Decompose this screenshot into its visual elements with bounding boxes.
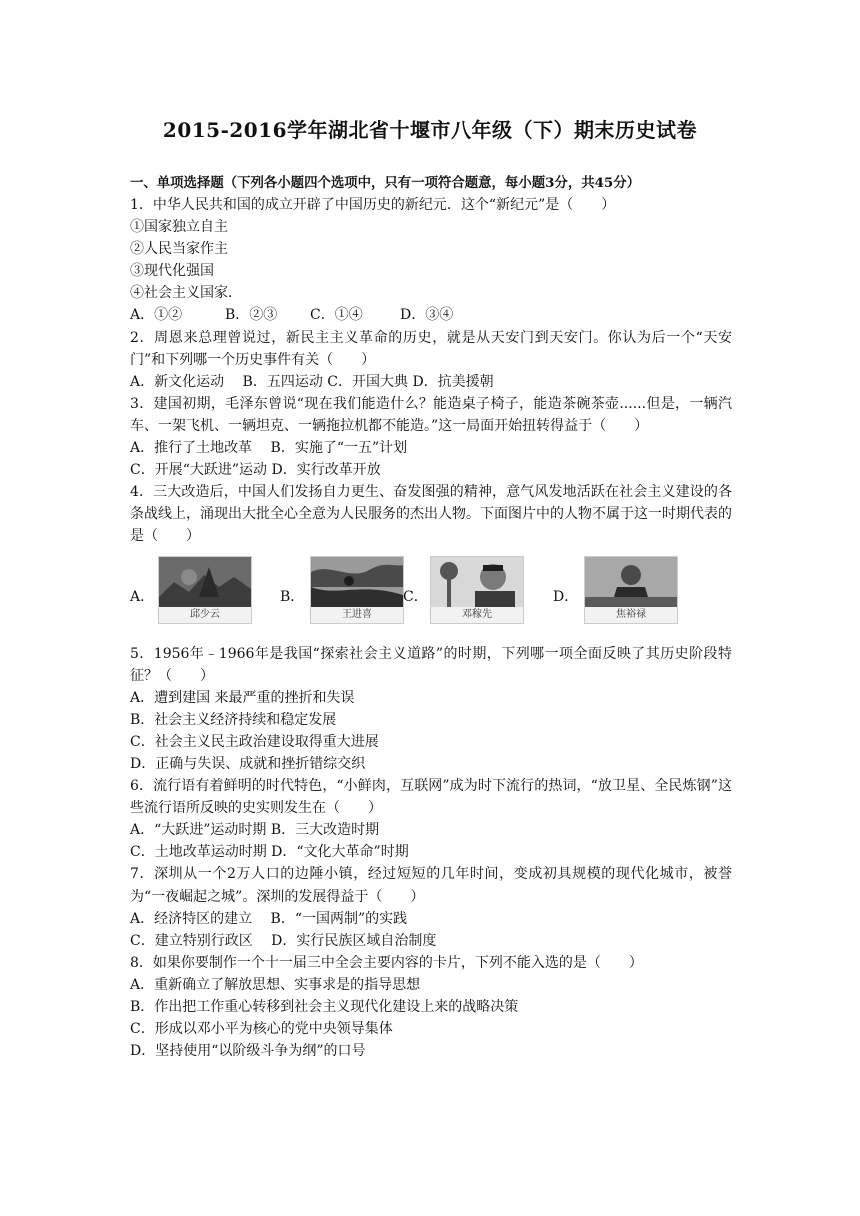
section-heading: 一、单项选择题（下列各小题四个选项中，只有一项符合题意，每小题3分，共45分） — [130, 175, 641, 191]
q4-caption-a: 邱少云 — [159, 607, 251, 623]
q4-label-c: C． — [403, 588, 428, 605]
q1-item: ②人民当家作主 — [130, 241, 228, 258]
q1-item: ④社会主义国家． — [130, 285, 242, 302]
q4-picture-options — [130, 556, 732, 638]
q5-stem: 5．1956年﹣1966年是我国“探索社会主义道路”的时期，下列哪一项全面反映了其历史阶段特征？（ ） — [130, 645, 732, 684]
exam-title: 2015-2016学年湖北省十堰市八年级（下）期末历史试卷 — [162, 118, 698, 142]
q8-stem: 8．如果你要制作一个十一届三中全会主要内容的卡片，下列不能入选的是（ ） — [130, 954, 643, 971]
q4-label-d: D． — [553, 588, 579, 605]
q4-photo-b — [310, 556, 404, 624]
q4-caption-c: 邓稼先 — [431, 607, 523, 623]
q4-label-a: A． — [130, 588, 155, 605]
q8-option-b: B．作出把工作重心转移到社会主义现代化建设上来的战略决策 — [130, 999, 519, 1015]
q8-option-d: D．坚持使用“以阶级斗争为纲”的口号 — [130, 1043, 366, 1060]
q6-options-line1: A．“大跃进”运动时期 B．三大改造时期 — [130, 822, 380, 839]
q4-photo-d — [584, 556, 678, 624]
q2-options: A．新文化运动 B．五四运动 C．开国大典 D．抗美援朝 — [130, 373, 494, 390]
q1-option-c: C．①④ — [310, 307, 363, 324]
q6-options-line2: C．土地改革运动时期 D．“文化大革命”时期 — [130, 844, 409, 861]
q4-label-b: B． — [280, 588, 305, 605]
q4-stem: 4．三大改造后，中国人们发扬自力更生、奋发图强的精神，意气风发地活跃在社会主义建设的各条战线上，涌现出大批全心全意为人民服务的杰出人物。下面图片中的人物不属于这一时期代表的是（ ） — [130, 484, 732, 545]
q1-stem: 1．中华人民共和国的成立开辟了中国历史的新纪元．这个“新纪元”是（ ） — [130, 197, 616, 213]
battlefield-photo-icon — [159, 557, 251, 607]
q1-item: ③现代化强国 — [130, 263, 214, 280]
q3-options-line2: C．开展“大跃进”运动 D．实行改革开放 — [130, 462, 381, 479]
q1-option-a: A．①② — [130, 307, 183, 324]
q4-caption-d: 焦裕禄 — [585, 607, 677, 623]
q1-options — [130, 304, 732, 326]
q3-stem: 3．建国初期，毛泽东曾说“现在我们能造什么？能造桌子椅子，能造茶碗茶壶......但是，一辆汽车、一架飞机、一辆坦克、一辆拖拉机都不能造。”这一局面开始扭转得益于（ ） — [130, 395, 732, 434]
q5-option-c: C．社会主义民主政治建设取得重大进展 — [130, 733, 379, 750]
q3-options-line1: A．推行了土地改革 B．实施了“一五”计划 — [130, 440, 408, 457]
q1-item: ①国家独立自主 — [130, 219, 228, 236]
oil-worker-photo-icon — [311, 557, 403, 607]
q7-options-line1: A．经济特区的建立 B．“一国两制”的实践 — [130, 910, 408, 927]
q4-caption-b: 王进喜 — [311, 607, 403, 623]
q6-stem: 6．流行语有着鲜明的时代特色，“小鲜肉，互联网”成为时下流行的热词，“放卫星、全民炼钢”这些流行语所反映的史实则发生在（ ） — [130, 778, 732, 817]
q8-option-c: C．形成以邓小平为核心的党中央领导集体 — [130, 1021, 393, 1038]
q8-option-a: A．重新确立了解放思想、实事求是的指导思想 — [130, 976, 421, 993]
q7-options-line2: C．建立特别行政区 D．实行民族区域自治制度 — [130, 932, 437, 949]
q7-stem: 7．深圳从一个2万人口的边陲小镇，经过短短的几年时间，变成初具规模的现代化城市，被誉为“一夜崛起之城”。深圳的发展得益于（ ） — [130, 866, 732, 905]
exam-content — [130, 172, 732, 1062]
q5-option-d: D．正确与失误、成就和挫折错综交织 — [130, 755, 366, 772]
q4-photo-a — [158, 556, 252, 624]
q2-stem: 2．周恩来总理曾说过，新民主主义革命的历史，就是从天安门到天安门。你认为后一个“天安门”和下列哪一个历史事件有关（ ） — [130, 329, 732, 368]
q1-option-b: B．②③ — [225, 307, 278, 324]
scientist-photo-icon — [431, 557, 523, 607]
q5-option-a: A．遭到建国 来最严重的挫折和失误 — [130, 689, 355, 706]
q1-option-d: D．③④ — [400, 307, 454, 324]
official-photo-icon — [585, 557, 677, 607]
q5-option-b: B．社会主义经济持续和稳定发展 — [130, 711, 337, 728]
q4-photo-c — [430, 556, 524, 624]
